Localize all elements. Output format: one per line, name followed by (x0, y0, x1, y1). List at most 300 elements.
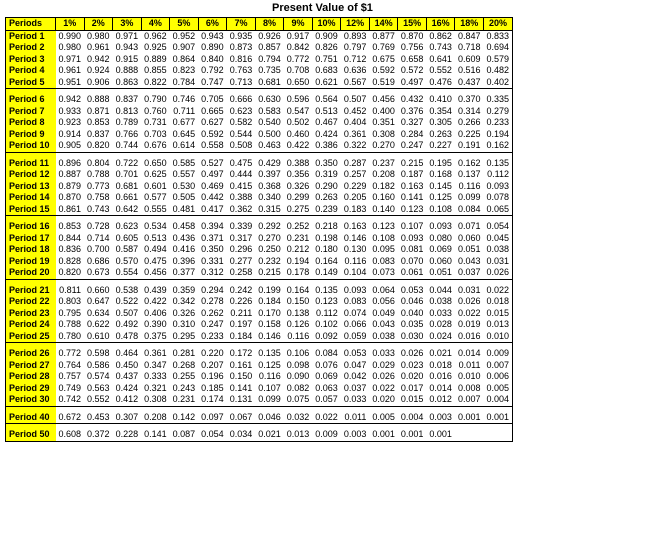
period-label: Period 21 (6, 285, 56, 297)
pv-cell: 0.935 (229, 30, 253, 41)
pv-cell: 0.314 (457, 105, 481, 116)
pv-cell: 0.713 (229, 76, 253, 87)
period-group (6, 152, 513, 216)
pv-cell: 0.262 (201, 307, 224, 318)
pv-cell: 0.011 (458, 359, 481, 370)
pv-cell: 0.056 (372, 296, 395, 307)
pv-cell: 0.031 (457, 284, 481, 295)
pv-cell: 0.871 (87, 105, 110, 116)
pv-cell: 0.534 (144, 221, 167, 232)
pv-cell: 0.054 (201, 429, 224, 440)
pv-cell: 0.305 (429, 117, 452, 128)
pv-cell: 0.792 (201, 65, 224, 76)
table-row (6, 267, 513, 279)
pv-cell: 0.207 (201, 359, 224, 370)
pv-cell: 0.811 (59, 284, 82, 295)
pv-cell: 0.450 (115, 359, 139, 370)
pv-cell: 0.107 (258, 382, 281, 393)
pv-cell: 0.327 (400, 117, 424, 128)
pv-cell: 0.026 (486, 267, 509, 278)
pv-cell: 0.622 (87, 319, 110, 330)
pv-cell: 0.164 (315, 255, 338, 266)
pv-cell: 0.424 (115, 382, 139, 393)
pv-cell: 0.135 (258, 348, 281, 359)
table-row (6, 77, 513, 89)
pv-cell: 0.011 (344, 411, 367, 422)
pv-cell: 0.625 (144, 169, 167, 180)
pv-cell: 0.099 (457, 192, 481, 203)
pv-cell: 0.150 (229, 371, 253, 382)
pv-cell: 0.123 (400, 203, 424, 214)
pv-cell: 0.623 (229, 105, 253, 116)
pv-cell: 0.317 (229, 232, 253, 243)
rate-header: 6% (198, 18, 227, 31)
pv-cell: 0.574 (87, 371, 110, 382)
pv-cell: 0.191 (457, 140, 481, 151)
pv-cell: 0.519 (372, 76, 395, 87)
pv-cell: 0.507 (115, 307, 139, 318)
period-label: Period 19 (6, 256, 56, 268)
pv-cell: 0.194 (486, 128, 509, 139)
table-row (6, 106, 513, 118)
pv-cell: 0.220 (201, 348, 224, 359)
period-label: Period 17 (6, 233, 56, 245)
pv-cell: 0.416 (172, 244, 196, 255)
pv-cell: 0.952 (172, 30, 196, 41)
pv-cell: 0.014 (457, 348, 481, 359)
pv-cell: 0.004 (400, 411, 424, 422)
pv-cell: 0.660 (87, 284, 110, 295)
pv-cell: 0.460 (286, 128, 310, 139)
pv-cell: 0.319 (315, 169, 338, 180)
pv-cell: 0.112 (315, 307, 338, 318)
pv-cell: 0.877 (372, 30, 395, 41)
rate-header: 7% (227, 18, 256, 31)
pv-cell: 0.141 (400, 192, 424, 203)
pv-cell: 0.093 (486, 180, 509, 191)
pv-cell: 0.820 (58, 267, 82, 278)
period-group (6, 279, 513, 343)
pv-cell: 0.275 (286, 203, 310, 214)
pv-cell: 0.942 (58, 94, 82, 105)
pv-cell: 0.043 (457, 255, 481, 266)
pv-cell: 0.038 (372, 330, 395, 341)
pv-cell: 0.112 (487, 169, 509, 180)
pv-cell: 0.247 (400, 140, 424, 151)
pv-cell: 0.080 (429, 232, 452, 243)
table-row (6, 117, 513, 129)
pv-cell: 0.728 (87, 221, 110, 232)
pv-cell: 0.158 (258, 319, 281, 330)
rate-header: 5% (170, 18, 199, 31)
pv-cell: 0.196 (201, 371, 224, 382)
pv-cell: 0.040 (400, 307, 424, 318)
pv-cell: 0.513 (315, 105, 338, 116)
pv-cell: 0.278 (201, 296, 224, 307)
pv-cell: 0.142 (172, 411, 196, 422)
pv-cell: 0.803 (58, 296, 82, 307)
pv-cell: 0.412 (115, 394, 139, 405)
pv-cell: 0.888 (87, 94, 110, 105)
pv-cell: 0.042 (343, 371, 367, 382)
period-group (6, 216, 513, 280)
pv-cell: 0.907 (172, 42, 196, 53)
pv-cell: 0.083 (372, 255, 395, 266)
pv-cell: 0.743 (87, 203, 110, 214)
pv-cell: 0.476 (429, 76, 452, 87)
pv-cell: 0.463 (258, 140, 281, 151)
pv-cell: 0.823 (172, 65, 196, 76)
pv-cell: 0.208 (144, 411, 167, 422)
pv-cell: 0.439 (144, 284, 167, 295)
pv-cell: 0.583 (258, 105, 281, 116)
pv-cell: 0.760 (144, 105, 167, 116)
pv-cell: 0.001 (429, 429, 452, 440)
pv-cell: 0.362 (229, 203, 253, 214)
pv-cell: 0.788 (58, 319, 82, 330)
pv-cell: 0.795 (58, 307, 82, 318)
pv-cell: 0.572 (400, 65, 424, 76)
pv-cell: 0.844 (58, 232, 82, 243)
pv-cell: 0.914 (58, 128, 82, 139)
pv-cell: 0.006 (486, 371, 509, 382)
pv-cell: 0.980 (58, 42, 82, 53)
pv-cell: 0.135 (486, 157, 509, 168)
pv-cell: 0.469 (201, 180, 224, 191)
pv-cell: 0.290 (315, 180, 338, 191)
pv-cell: 0.400 (372, 105, 395, 116)
pv-cell: 0.051 (457, 244, 481, 255)
pv-cell: 0.797 (343, 42, 367, 53)
pv-cell: 0.742 (58, 394, 82, 405)
pv-cell: 0.422 (286, 140, 310, 151)
rate-header: 4% (141, 18, 170, 31)
header-row (6, 18, 513, 31)
pv-cell: 0.683 (315, 65, 338, 76)
pv-cell: 0.026 (400, 348, 424, 359)
pv-cell: 0.500 (258, 128, 281, 139)
pv-cell: 0.057 (315, 394, 338, 405)
table-row (6, 296, 513, 308)
period-label: Period 15 (6, 204, 56, 216)
pv-cell: 0.125 (429, 192, 452, 203)
pv-cell: 0.371 (201, 232, 224, 243)
pv-cell: 0.555 (144, 203, 167, 214)
pv-cell: 0.020 (400, 371, 424, 382)
pv-cell: 0.178 (286, 267, 310, 278)
pv-cell: 0.478 (115, 330, 139, 341)
pv-cell: 0.215 (400, 157, 424, 168)
pv-cell: 0.084 (457, 203, 481, 214)
pv-cell: 0.772 (286, 53, 310, 64)
pv-cell: 0.564 (315, 94, 338, 105)
pv-cell: 0.370 (457, 94, 481, 105)
pv-cell: 0.861 (58, 203, 82, 214)
pv-cell: 0.093 (400, 232, 424, 243)
pv-cell: 0.013 (486, 319, 509, 330)
pv-cell: 0.627 (201, 117, 224, 128)
pv-cell: 0.331 (201, 255, 224, 266)
pv-cell: 0.700 (87, 244, 110, 255)
pv-cell: 0.547 (286, 105, 310, 116)
pv-cell: 0.295 (172, 330, 196, 341)
pv-cell: 0.051 (429, 267, 452, 278)
pv-cell: 0.708 (286, 65, 310, 76)
pv-cell: 0.022 (457, 307, 481, 318)
pv-cell: 0.453 (87, 411, 110, 422)
pv-cell: 0.141 (229, 382, 253, 393)
pv-cell: 0.773 (87, 180, 110, 191)
pv-cell: 0.804 (87, 157, 110, 168)
pv-cell: 0.731 (144, 117, 167, 128)
pv-cell: 0.266 (457, 117, 481, 128)
pv-cell: 0.429 (258, 157, 281, 168)
rate-header: 16% (426, 18, 455, 31)
period-label: Period 22 (6, 296, 56, 308)
pv-cell: 0.853 (87, 117, 110, 128)
pv-cell: 0.108 (372, 232, 395, 243)
pv-cell: 0.049 (372, 307, 395, 318)
pv-cell: 0.227 (429, 140, 452, 151)
table-row (6, 348, 513, 360)
table-row (6, 331, 513, 343)
table-row (6, 140, 513, 152)
pv-cell: 0.005 (372, 411, 395, 422)
pv-cell: 0.342 (172, 296, 196, 307)
pv-cell: 0.164 (286, 284, 310, 295)
pv-cell: 0.816 (229, 53, 253, 64)
pv-cell: 0.943 (115, 42, 139, 53)
pv-cell: 0.863 (115, 76, 139, 87)
pv-cell: 0.388 (229, 192, 253, 203)
pv-cell: 0.043 (372, 319, 395, 330)
pv-cell: 0.092 (315, 330, 338, 341)
pv-cell: 0.146 (258, 330, 281, 341)
pv-cell: 0.552 (429, 65, 452, 76)
pv-cell: 0.926 (258, 30, 281, 41)
pv-cell: 0.195 (429, 157, 452, 168)
pv-cell: 0.598 (87, 348, 110, 359)
pv-cell: 0.061 (400, 267, 424, 278)
pv-cell: 0.032 (286, 411, 310, 422)
pv-cell: 0.855 (144, 65, 167, 76)
pv-cell: 0.406 (144, 307, 167, 318)
pv-cell: 0.923 (58, 117, 82, 128)
pv-cell: 0.888 (115, 65, 139, 76)
pv-cell: 0.711 (173, 105, 196, 116)
pv-cell: 0.218 (315, 221, 338, 232)
pv-cell: 0.467 (315, 117, 338, 128)
pv-cell: 0.069 (429, 244, 452, 255)
pv-cell: 0.093 (343, 284, 367, 295)
pv-cell: 0.756 (400, 42, 424, 53)
pv-cell: 0.458 (172, 221, 196, 232)
pv-cell: 0.024 (429, 330, 452, 341)
pv-cell: 0.873 (229, 42, 253, 53)
period-label: Period 23 (6, 308, 56, 320)
table-row (6, 383, 513, 395)
pv-cell: 0.377 (172, 267, 196, 278)
pv-cell: 0.837 (115, 94, 139, 105)
pv-cell: 0.022 (486, 284, 509, 295)
pv-cell: 0.437 (457, 76, 481, 87)
pv-cell: 0.442 (201, 192, 224, 203)
pv-cell: 0.677 (172, 117, 196, 128)
pv-cell: 0.570 (115, 255, 139, 266)
pv-cell: 0.522 (115, 296, 139, 307)
table-row (6, 412, 513, 424)
pv-cell: 0.007 (486, 359, 509, 370)
period-group (6, 424, 513, 442)
pv-cell: 0.263 (429, 128, 452, 139)
pv-cell: 0.605 (115, 232, 139, 243)
pv-cell: 0.150 (286, 296, 310, 307)
table-row (6, 158, 513, 170)
pv-cell: 0.087 (172, 429, 196, 440)
pv-cell: 0.326 (172, 307, 196, 318)
pv-cell: 0.231 (286, 232, 310, 243)
pv-cell: 0.452 (343, 105, 367, 116)
pv-cell: 0.017 (400, 382, 424, 393)
pv-cell: 0.163 (400, 180, 424, 191)
pv-cell: 0.870 (58, 192, 82, 203)
pv-cell: 0.070 (400, 255, 424, 266)
table-row (6, 204, 513, 216)
pv-cell: 0.123 (372, 221, 395, 232)
pv-cell: 0.481 (172, 203, 196, 214)
pv-cell: 0.971 (115, 30, 139, 41)
pv-cell: 0.060 (429, 255, 452, 266)
pv-cell: 0.001 (486, 411, 509, 422)
pv-cell: 0.270 (372, 140, 395, 151)
pv-cell: 0.714 (87, 232, 110, 243)
pv-cell: 0.187 (400, 169, 424, 180)
pv-cell: 0.962 (144, 30, 167, 41)
table-row (6, 319, 513, 331)
pv-cell: 0.712 (343, 53, 367, 64)
pv-cell: 0.083 (343, 296, 367, 307)
pv-cell: 0.746 (172, 94, 196, 105)
pv-cell: 0.090 (286, 371, 310, 382)
period-label: Period 7 (6, 106, 56, 118)
pv-cell: 0.735 (258, 65, 281, 76)
pv-cell: 0.030 (400, 330, 424, 341)
pv-cell: 0.464 (115, 348, 139, 359)
pv-cell: 0.563 (87, 382, 110, 393)
pv-cell: 0.368 (258, 180, 281, 191)
pv-cell: 0.475 (144, 255, 167, 266)
pv-cell: 0.008 (457, 382, 481, 393)
pv-cell: 0.650 (144, 157, 167, 168)
pv-cell: 0.497 (400, 76, 424, 87)
pv-cell: 0.942 (87, 53, 110, 64)
pv-cell: 0.013 (286, 429, 310, 440)
pv-cell: 0.001 (400, 429, 424, 440)
pv-cell: 0.125 (258, 359, 281, 370)
pv-cell: 0.212 (286, 244, 310, 255)
pv-cell: 0.257 (343, 169, 367, 180)
pv-cell: 0.053 (343, 348, 367, 359)
pv-cell: 0.225 (457, 128, 481, 139)
pv-cell: 0.023 (400, 359, 424, 370)
pv-cell: 0.870 (400, 30, 424, 41)
pv-cell: 0.943 (201, 30, 224, 41)
period-label: Period 11 (6, 158, 56, 170)
pv-cell: 0.296 (229, 244, 253, 255)
pv-cell: 0.751 (315, 53, 338, 64)
pv-cell: 0.308 (372, 128, 395, 139)
pv-cell: 0.184 (229, 330, 253, 341)
pv-cell: 0.645 (172, 128, 196, 139)
period-label: Period 2 (6, 42, 56, 54)
pv-cell: 0.020 (372, 394, 395, 405)
pv-cell: 0.577 (144, 192, 167, 203)
pv-cell: 0.424 (315, 128, 338, 139)
pv-cell: 0.010 (457, 371, 481, 382)
pv-cell: 0.676 (144, 140, 167, 151)
pv-cell: 0.279 (486, 105, 509, 116)
pv-cell: 0.961 (87, 42, 110, 53)
pv-cell: 0.437 (115, 371, 139, 382)
pv-cell: 0.376 (400, 105, 424, 116)
pv-cell: 0.097 (201, 411, 224, 422)
pv-cell: 0.502 (286, 117, 310, 128)
pv-cell: 0.842 (286, 42, 310, 53)
pv-cell: 0.250 (258, 244, 281, 255)
period-label: Period 12 (6, 169, 56, 181)
pv-cell: 0.505 (172, 192, 196, 203)
pv-cell: 0.990 (58, 30, 82, 41)
pv-cell: 0.071 (457, 221, 481, 232)
pv-cell: 0.557 (172, 169, 196, 180)
table-row (6, 221, 513, 233)
pv-cell: 0.009 (315, 429, 338, 440)
pv-cell: 0.784 (172, 76, 196, 87)
pv-cell: 0.116 (258, 371, 281, 382)
pv-cell: 0.284 (400, 128, 424, 139)
pv-cell: 0.054 (486, 221, 509, 232)
pv-cell: 0.066 (343, 319, 367, 330)
pv-cell: 0.180 (315, 244, 338, 255)
pv-cell: 0.145 (429, 180, 452, 191)
pv-cell: 0.347 (144, 359, 167, 370)
pv-cell: 0.650 (286, 76, 310, 87)
pv-cell: 0.585 (172, 157, 196, 168)
pv-cell: 0.516 (457, 65, 481, 76)
pv-cell: 0.026 (372, 371, 395, 382)
pv-cell: 0.971 (58, 53, 82, 64)
period-label: Period 14 (6, 192, 56, 204)
pv-cell: 0.579 (486, 53, 509, 64)
pv-cell: 0.160 (372, 192, 395, 203)
pv-cell: 0.069 (315, 371, 338, 382)
pv-cell: 0.035 (400, 319, 424, 330)
period-label: Period 4 (6, 65, 56, 77)
pv-cell: 0.033 (372, 348, 395, 359)
pv-cell: 0.853 (58, 221, 82, 232)
pv-cell: 0.681 (258, 76, 281, 87)
rate-header: 18% (455, 18, 484, 31)
period-label: Period 28 (6, 371, 56, 383)
pv-cell: 0.540 (258, 117, 281, 128)
pv-cell: 0.538 (115, 284, 139, 295)
pv-cell: 0.270 (258, 232, 281, 243)
pv-cell: 0.375 (144, 330, 167, 341)
pv-cell: 0.790 (144, 94, 167, 105)
period-label: Period 26 (6, 348, 56, 360)
table-row (6, 192, 513, 204)
pv-cell: 0.258 (229, 267, 253, 278)
